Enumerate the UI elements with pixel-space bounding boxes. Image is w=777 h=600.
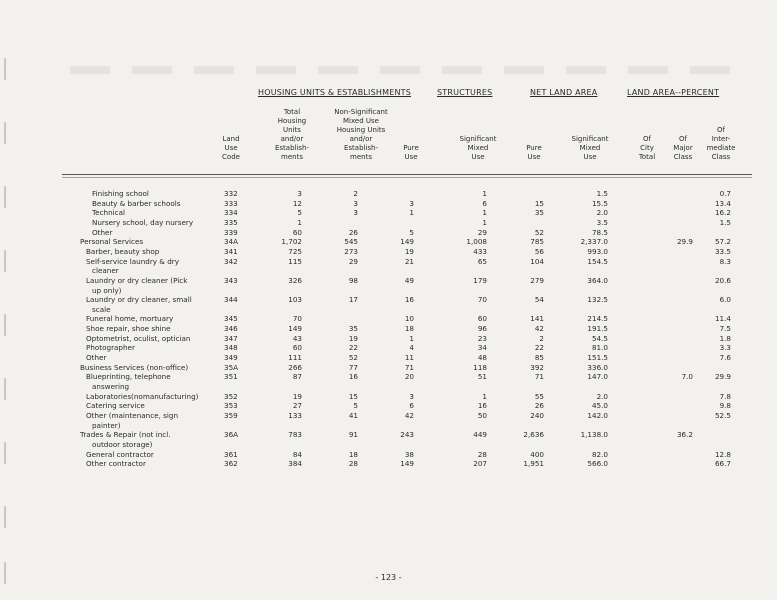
cell-sig1: 1 xyxy=(482,189,487,198)
group-header-structures: STRUCTURES xyxy=(437,88,493,97)
cell-pure1: 149 xyxy=(400,459,414,469)
table-row xyxy=(0,314,777,324)
column-header-major-class: Of Major Class xyxy=(673,135,693,161)
column-header-total: Total Housing Units and/or Establish- ments xyxy=(274,108,310,161)
cell-code: 342 xyxy=(224,256,238,266)
cell-pure1: 21 xyxy=(404,256,414,266)
binder-hole-mark xyxy=(4,122,6,144)
cell-int: 13.4 xyxy=(714,198,731,208)
cell-sig1: 50 xyxy=(477,410,487,420)
table-row xyxy=(0,276,777,286)
table-row xyxy=(0,189,777,199)
row-label: up only) xyxy=(92,285,122,295)
cell-sig1: 1,008 xyxy=(466,237,487,247)
cell-code: 333 xyxy=(224,198,238,208)
cell-major: 36.2 xyxy=(676,430,693,440)
row-label: Other contractor xyxy=(86,459,146,469)
cell-total: 326 xyxy=(288,275,302,285)
cell-sig1: 96 xyxy=(477,324,487,334)
cell-nsm: 17 xyxy=(348,295,358,305)
cell-code: 346 xyxy=(224,324,238,334)
row-label: Funeral home, mortuary xyxy=(86,314,174,324)
cell-int: 20.6 xyxy=(714,275,731,285)
cell-total: 266 xyxy=(288,362,302,372)
cell-sig2: 3.5 xyxy=(596,217,608,227)
cell-pure1: 1 xyxy=(409,208,414,218)
cell-int: 57.2 xyxy=(714,237,731,247)
cell-code: 353 xyxy=(224,401,238,411)
row-label: Other xyxy=(92,227,113,237)
cell-nsm: 77 xyxy=(348,362,358,372)
cell-sig2: 336.0 xyxy=(587,362,608,372)
cell-code: 36A xyxy=(224,430,239,440)
row-label: Laboratories(nomanufacturing) xyxy=(86,391,199,401)
cell-nsm: 91 xyxy=(348,430,358,440)
row-label: Photographer xyxy=(86,343,135,353)
cell-sig2: 147.0 xyxy=(587,372,608,382)
cell-sig1: 48 xyxy=(477,353,487,363)
table-row xyxy=(0,295,777,305)
cell-sig1: 118 xyxy=(473,362,487,372)
cell-total: 12 xyxy=(292,198,302,208)
table-row xyxy=(0,392,777,402)
cell-total: 27 xyxy=(292,401,302,411)
cell-sig1: 179 xyxy=(473,275,487,285)
table-row xyxy=(0,372,777,382)
cell-total: 43 xyxy=(292,333,302,343)
row-label: Laundry or dry cleaner, small xyxy=(86,295,192,305)
cell-total: 133 xyxy=(288,410,302,420)
cell-pure1: 3 xyxy=(409,391,414,401)
cell-nsm: 3 xyxy=(353,208,358,218)
binder-hole-mark xyxy=(4,506,6,528)
table-row xyxy=(0,237,777,247)
row-label: Other (maintenance, sign xyxy=(86,410,179,420)
cell-code: 347 xyxy=(224,333,238,343)
table-row xyxy=(0,286,777,296)
cell-total: 115 xyxy=(288,256,302,266)
cell-pure2: 2,636 xyxy=(523,430,544,440)
cell-nsm: 545 xyxy=(344,237,358,247)
cell-sig2: 2,337.0 xyxy=(580,237,608,247)
cell-total: 1 xyxy=(297,217,302,227)
table-row xyxy=(0,459,777,469)
cell-pure2: 71 xyxy=(534,372,544,382)
cell-pure1: 3 xyxy=(409,198,414,208)
header-rule xyxy=(62,174,752,175)
table-row xyxy=(0,401,777,411)
cell-total: 60 xyxy=(292,343,302,353)
cell-nsm: 29 xyxy=(348,256,358,266)
cell-pure1: 42 xyxy=(404,410,414,420)
row-label: Personal Services xyxy=(80,237,144,247)
cell-int: 0.7 xyxy=(719,189,731,198)
table-row xyxy=(0,266,777,276)
cell-sig1: 51 xyxy=(477,372,487,382)
cell-int: 33.5 xyxy=(714,246,731,256)
cell-nsm: 26 xyxy=(348,227,358,237)
cell-sig1: 16 xyxy=(477,401,487,411)
table-row xyxy=(0,305,777,315)
cell-pure2: 52 xyxy=(534,227,544,237)
cell-code: 334 xyxy=(224,208,238,218)
cell-code: 332 xyxy=(224,189,238,198)
cell-total: 19 xyxy=(292,391,302,401)
cell-total: 60 xyxy=(292,227,302,237)
header-rule xyxy=(62,177,752,178)
cell-pure2: 104 xyxy=(530,256,544,266)
cell-code: 343 xyxy=(224,275,238,285)
cell-total: 783 xyxy=(288,430,302,440)
column-header-city-total: Of City Total xyxy=(638,135,656,161)
row-label: Finishing school xyxy=(92,189,149,198)
row-label: scale xyxy=(92,304,111,314)
cell-total: 149 xyxy=(288,324,302,334)
cell-int: 7.8 xyxy=(719,391,731,401)
row-label: Other xyxy=(86,353,107,363)
cell-sig2: 151.5 xyxy=(587,353,608,363)
cell-sig2: 214.5 xyxy=(587,314,608,324)
table-row xyxy=(0,450,777,460)
cell-sig1: 23 xyxy=(477,333,487,343)
cell-int: 1.8 xyxy=(719,333,731,343)
table-row xyxy=(0,411,777,421)
cell-pure1: 149 xyxy=(400,237,414,247)
cell-nsm: 19 xyxy=(348,333,358,343)
row-label: Optometrist, oculist, optician xyxy=(86,333,191,343)
cell-pure2: 785 xyxy=(530,237,544,247)
cell-sig1: 70 xyxy=(477,295,487,305)
row-label: cleaner xyxy=(92,266,119,276)
column-header-non-significant: Non-Significant Mixed Use Housing Units and/or Establish- ments xyxy=(334,108,388,161)
cell-sig1: 28 xyxy=(477,449,487,459)
binder-hole-mark xyxy=(4,58,6,80)
column-header-land-significant: Significant Mixed Use xyxy=(571,135,609,161)
cell-int: 66.7 xyxy=(714,459,731,469)
cell-sig2: 2.0 xyxy=(596,391,608,401)
row-label: Beauty & barber schools xyxy=(92,198,181,208)
cell-total: 87 xyxy=(292,372,302,382)
cell-int: 1.5 xyxy=(719,217,731,227)
cell-pure1: 5 xyxy=(409,227,414,237)
cell-pure2: 2 xyxy=(539,333,544,343)
cell-code: 341 xyxy=(224,246,238,256)
row-label: Self-service laundry & dry xyxy=(86,256,179,266)
cell-pure2: 54 xyxy=(534,295,544,305)
column-header-code: Land Use Code xyxy=(222,135,240,161)
cell-sig1: 1 xyxy=(482,208,487,218)
cell-sig2: 82.0 xyxy=(591,449,608,459)
cell-int: 16.2 xyxy=(714,208,731,218)
cell-int: 9.8 xyxy=(719,401,731,411)
cell-total: 1,702 xyxy=(281,237,302,247)
cell-pure2: 279 xyxy=(530,275,544,285)
row-label: Blueprinting, telephone xyxy=(86,372,171,382)
cell-code: 348 xyxy=(224,343,238,353)
cell-int: 52.5 xyxy=(714,410,731,420)
cell-pure1: 4 xyxy=(409,343,414,353)
cell-sig2: 78.5 xyxy=(591,227,608,237)
row-label: outdoor storage) xyxy=(92,439,153,449)
table-row xyxy=(0,363,777,373)
cell-code: 362 xyxy=(224,459,238,469)
cell-pure2: 141 xyxy=(530,314,544,324)
cell-pure2: 56 xyxy=(534,246,544,256)
cell-nsm: 2 xyxy=(353,189,358,198)
cell-sig2: 566.0 xyxy=(587,459,608,469)
cell-int: 7.5 xyxy=(719,324,731,334)
cell-total: 84 xyxy=(292,449,302,459)
row-label: Barber, beauty shop xyxy=(86,246,160,256)
table-row xyxy=(0,440,777,450)
cell-nsm: 16 xyxy=(348,372,358,382)
column-header-struct-significant: Significant Mixed Use xyxy=(459,135,497,161)
row-label: Laundry or dry cleaner (Pick xyxy=(86,275,188,285)
table-row xyxy=(0,430,777,440)
cell-sig1: 207 xyxy=(473,459,487,469)
group-header-land-percent: LAND AREA--PERCENT xyxy=(627,88,720,97)
cell-sig2: 142.0 xyxy=(587,410,608,420)
cell-code: 351 xyxy=(224,372,238,382)
cell-sig1: 449 xyxy=(473,430,487,440)
cell-code: 349 xyxy=(224,353,238,363)
cell-nsm: 3 xyxy=(353,198,358,208)
cell-code: 345 xyxy=(224,314,238,324)
row-label: Shoe repair, shoe shine xyxy=(86,324,171,334)
row-label: Trades & Repair (not incl. xyxy=(80,430,171,440)
cell-pure1: 6 xyxy=(409,401,414,411)
row-label: Nursery school, day nursery xyxy=(92,217,194,227)
table-row xyxy=(0,421,777,431)
cell-int: 12.8 xyxy=(714,449,731,459)
cell-pure2: 240 xyxy=(530,410,544,420)
cell-pure2: 42 xyxy=(534,324,544,334)
cell-code: 361 xyxy=(224,449,238,459)
cell-total: 70 xyxy=(292,314,302,324)
cell-nsm: 28 xyxy=(348,459,358,469)
cell-sig2: 1,138.0 xyxy=(580,430,608,440)
cell-pure2: 15 xyxy=(534,198,544,208)
cell-nsm: 98 xyxy=(348,275,358,285)
table-row xyxy=(0,353,777,363)
cell-nsm: 15 xyxy=(348,391,358,401)
cell-sig1: 433 xyxy=(473,246,487,256)
cell-pure2: 55 xyxy=(534,391,544,401)
cell-int: 7.6 xyxy=(719,353,731,363)
cell-pure2: 1,951 xyxy=(523,459,544,469)
cell-pure1: 20 xyxy=(404,372,414,382)
cell-sig2: 45.0 xyxy=(591,401,608,411)
row-label: answering xyxy=(92,382,130,391)
cell-code: 35A xyxy=(224,362,239,372)
cell-sig2: 191.5 xyxy=(587,324,608,334)
row-label: General contractor xyxy=(86,449,154,459)
cell-major: 29.9 xyxy=(676,237,693,247)
column-header-land-pure: Pure Use xyxy=(526,144,542,161)
cell-sig1: 1 xyxy=(482,391,487,401)
cell-nsm: 5 xyxy=(353,401,358,411)
cell-nsm: 273 xyxy=(344,246,358,256)
cell-total: 3 xyxy=(297,189,302,198)
table-row xyxy=(0,228,777,238)
cell-nsm: 22 xyxy=(348,343,358,353)
cell-nsm: 18 xyxy=(348,449,358,459)
cell-pure1: 18 xyxy=(404,324,414,334)
group-header-net-land: NET LAND AREA xyxy=(530,88,598,97)
table-row xyxy=(0,334,777,344)
cell-pure1: 38 xyxy=(404,449,414,459)
cell-sig2: 15.5 xyxy=(591,198,608,208)
cell-sig1: 1 xyxy=(482,217,487,227)
cell-major: 7.0 xyxy=(681,372,693,382)
cell-sig2: 132.5 xyxy=(587,295,608,305)
cell-pure2: 392 xyxy=(530,362,544,372)
cell-pure2: 26 xyxy=(534,401,544,411)
cell-sig2: 993.0 xyxy=(587,246,608,256)
table-row xyxy=(0,324,777,334)
table-row xyxy=(0,247,777,257)
row-label: painter) xyxy=(92,420,121,430)
cell-pure2: 85 xyxy=(534,353,544,363)
row-label: Business Services (non-office) xyxy=(80,362,189,372)
group-header-housing: HOUSING UNITS & ESTABLISHMENTS xyxy=(258,88,411,97)
cell-code: 359 xyxy=(224,410,238,420)
cell-sig1: 60 xyxy=(477,314,487,324)
column-header-struct-pure: Pure Use xyxy=(403,144,419,161)
cell-pure1: 11 xyxy=(404,353,414,363)
cell-total: 103 xyxy=(288,295,302,305)
cell-int: 29.9 xyxy=(714,372,731,382)
cell-pure2: 400 xyxy=(530,449,544,459)
cell-pure1: 19 xyxy=(404,246,414,256)
table-row xyxy=(0,208,777,218)
cell-int: 8.3 xyxy=(719,256,731,266)
cell-pure1: 243 xyxy=(400,430,414,440)
cell-pure1: 71 xyxy=(404,362,414,372)
cell-code: 335 xyxy=(224,217,238,227)
cell-sig2: 2.0 xyxy=(596,208,608,218)
cell-pure1: 16 xyxy=(404,295,414,305)
row-label: Technical xyxy=(92,208,126,218)
cell-sig2: 154.5 xyxy=(587,256,608,266)
cell-int: 6.0 xyxy=(719,295,731,305)
cell-sig2: 1.5 xyxy=(596,189,608,198)
cell-code: 344 xyxy=(224,295,238,305)
cell-total: 111 xyxy=(288,353,302,363)
table-row xyxy=(0,199,777,209)
table-row xyxy=(0,382,777,392)
cell-sig1: 29 xyxy=(477,227,487,237)
row-label: Catering service xyxy=(86,401,145,411)
cell-pure1: 10 xyxy=(404,314,414,324)
table-row xyxy=(0,257,777,267)
cell-sig1: 65 xyxy=(477,256,487,266)
cell-code: 352 xyxy=(224,391,238,401)
cell-total: 384 xyxy=(288,459,302,469)
cell-sig2: 54.5 xyxy=(591,333,608,343)
cell-total: 725 xyxy=(288,246,302,256)
table-row xyxy=(0,343,777,353)
cell-code: 34A xyxy=(224,237,239,247)
cell-pure1: 49 xyxy=(404,275,414,285)
table-row xyxy=(0,218,777,228)
cell-code: 339 xyxy=(224,227,238,237)
page-number: - 123 - xyxy=(375,573,402,582)
cell-nsm: 41 xyxy=(348,410,358,420)
cell-total: 5 xyxy=(297,208,302,218)
bleed-through-texture xyxy=(70,66,730,74)
column-header-intermediate-class: Of Inter- mediate Class xyxy=(706,126,736,161)
cell-nsm: 52 xyxy=(348,353,358,363)
cell-int: 11.4 xyxy=(714,314,731,324)
cell-sig1: 6 xyxy=(482,198,487,208)
cell-int: 3.3 xyxy=(719,343,731,353)
cell-sig2: 81.0 xyxy=(591,343,608,353)
cell-sig1: 34 xyxy=(477,343,487,353)
cell-nsm: 35 xyxy=(348,324,358,334)
cell-pure2: 35 xyxy=(534,208,544,218)
cell-pure2: 22 xyxy=(534,343,544,353)
cell-pure1: 1 xyxy=(409,333,414,343)
cell-sig2: 364.0 xyxy=(587,275,608,285)
